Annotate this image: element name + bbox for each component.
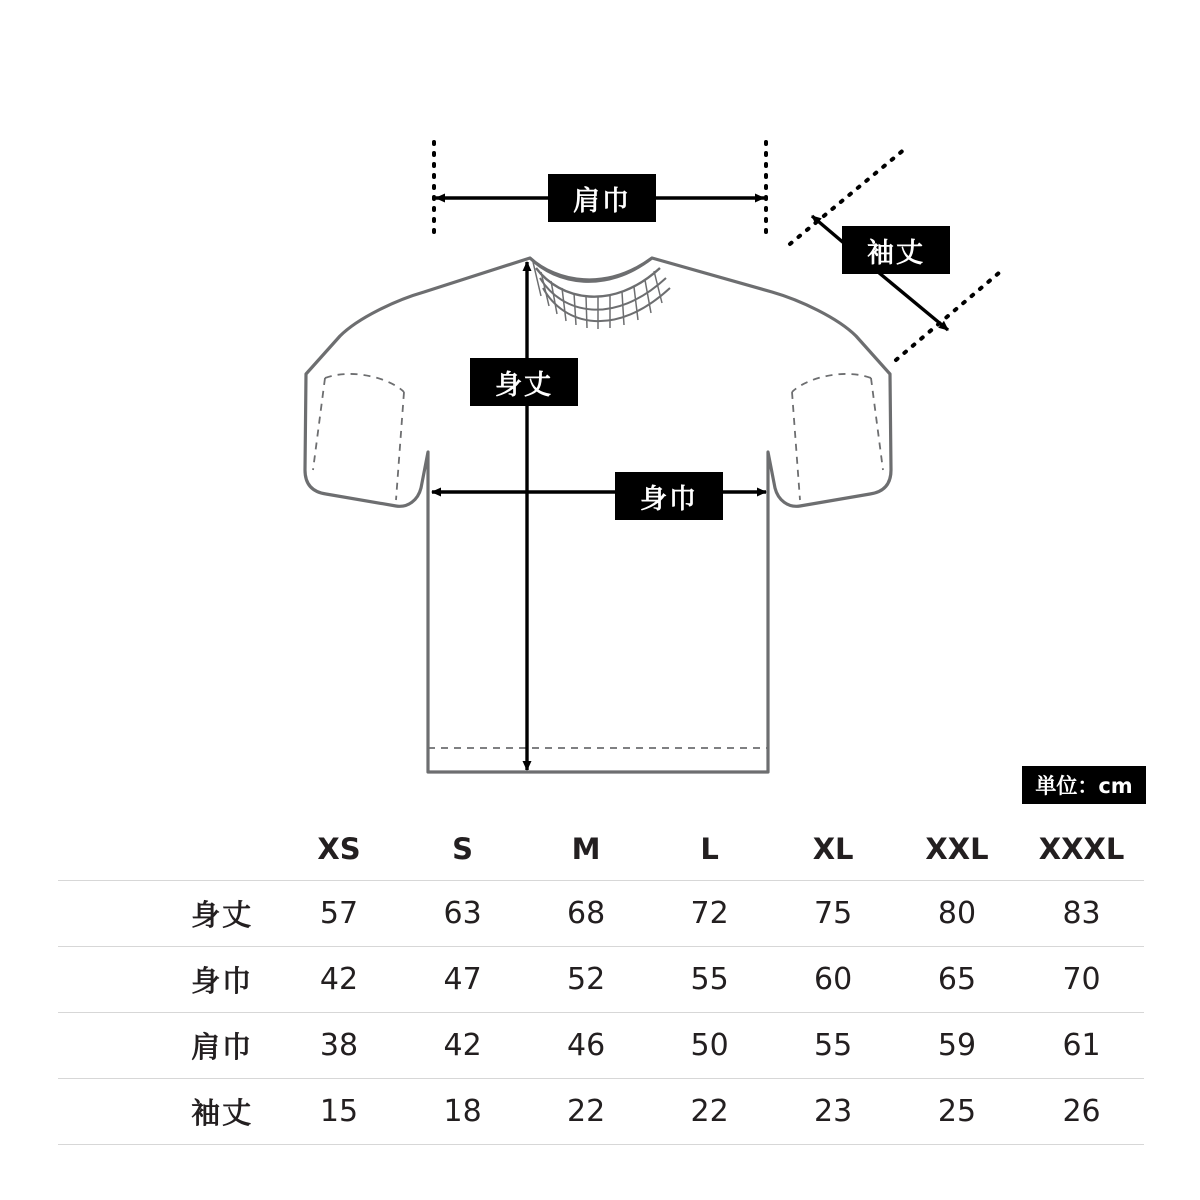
cell-body-width-xxxl: 70 bbox=[1062, 962, 1101, 997]
size-col-s: S bbox=[401, 818, 525, 881]
size-table-head bbox=[58, 818, 1144, 881]
cell-shoulder-width-xs: 38 bbox=[319, 1028, 359, 1063]
tshirt-outline bbox=[305, 258, 891, 772]
row-label-body-width: 身巾 bbox=[191, 964, 254, 998]
cell-shoulder-width-m: 46 bbox=[566, 1028, 606, 1063]
cell-body-width-xxl: 65 bbox=[937, 962, 977, 997]
label-sleeve-length: 袖丈 bbox=[842, 226, 950, 274]
table-header-row bbox=[58, 818, 1144, 881]
cell-shoulder-width-l: 50 bbox=[690, 1028, 729, 1063]
cell-sleeve-length-xxl: 25 bbox=[937, 1094, 977, 1129]
cell-body-width-xs: 42 bbox=[319, 962, 359, 997]
size-table bbox=[58, 818, 1144, 1145]
cell-shoulder-width-xxxl: 61 bbox=[1062, 1028, 1101, 1063]
size-col-l: L bbox=[648, 818, 772, 881]
cell-sleeve-length-l: 22 bbox=[690, 1094, 729, 1129]
label-shoulder-width: 肩巾 bbox=[548, 174, 656, 222]
cell-sleeve-length-xs: 15 bbox=[319, 1094, 359, 1129]
table-corner-cell bbox=[58, 818, 277, 881]
size-col-xl: XL bbox=[771, 818, 895, 881]
size-col-m: M bbox=[524, 818, 648, 881]
cell-shoulder-width-xxl: 59 bbox=[937, 1028, 977, 1063]
cell-sleeve-length-xxxl: 26 bbox=[1062, 1094, 1101, 1129]
cell-sleeve-length-s: 18 bbox=[443, 1094, 482, 1129]
cell-body-length-m: 68 bbox=[566, 896, 606, 931]
cell-body-width-m: 52 bbox=[566, 962, 606, 997]
table-row bbox=[58, 881, 1144, 947]
row-label-sleeve-length: 袖丈 bbox=[191, 1096, 254, 1130]
size-col-xxl: XXL bbox=[895, 818, 1019, 881]
cell-body-length-xxxl: 83 bbox=[1062, 896, 1101, 931]
label-body-width: 身巾 bbox=[615, 472, 723, 520]
size-table-body bbox=[58, 881, 1144, 1145]
row-label-body-length: 身丈 bbox=[191, 898, 254, 932]
cell-body-length-s: 63 bbox=[443, 896, 482, 931]
cell-sleeve-length-xl: 23 bbox=[814, 1094, 853, 1129]
cell-body-width-xl: 60 bbox=[814, 962, 853, 997]
cell-body-length-xxl: 80 bbox=[937, 896, 977, 931]
row-label-shoulder-width: 肩巾 bbox=[191, 1030, 254, 1064]
label-body-length: 身丈 bbox=[470, 358, 578, 406]
cell-body-width-l: 55 bbox=[690, 962, 729, 997]
cell-body-width-s: 47 bbox=[443, 962, 482, 997]
cell-shoulder-width-xl: 55 bbox=[814, 1028, 853, 1063]
cell-sleeve-length-m: 22 bbox=[566, 1094, 606, 1129]
cell-body-length-l: 72 bbox=[690, 896, 729, 931]
table-row bbox=[58, 1013, 1144, 1079]
size-col-xxxl: XXXL bbox=[1019, 818, 1144, 881]
table-row bbox=[58, 1079, 1144, 1145]
size-col-xs: XS bbox=[277, 818, 401, 881]
table-row bbox=[58, 947, 1144, 1013]
cell-body-length-xs: 57 bbox=[319, 896, 359, 931]
cell-shoulder-width-s: 42 bbox=[443, 1028, 482, 1063]
label-unit: 単位：cm bbox=[1022, 766, 1146, 804]
cell-body-length-xl: 75 bbox=[814, 896, 853, 931]
